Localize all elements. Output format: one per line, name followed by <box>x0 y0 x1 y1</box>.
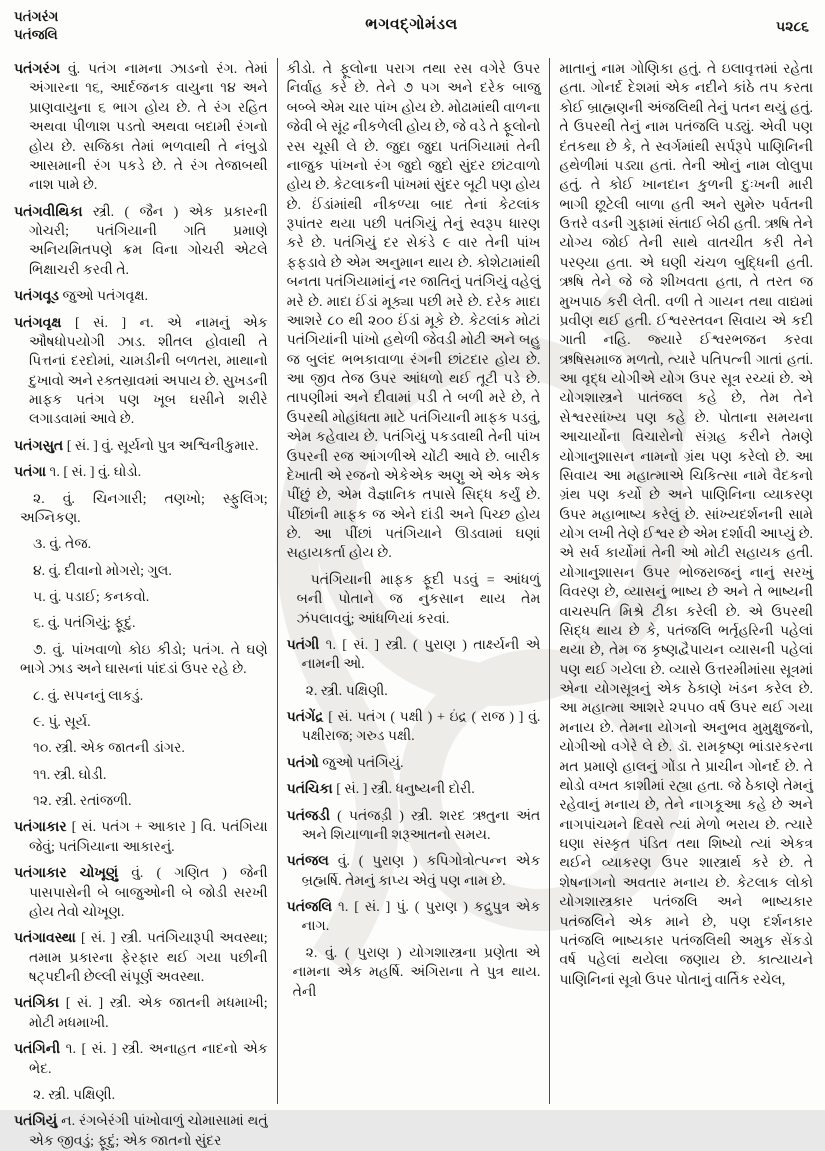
headword: પતંગો <box>286 755 323 771</box>
dictionary-paragraph: ૨. વું. ચિનગારી; તણખો; સ્ફુલિંગ; અગ્નિકણ. <box>20 491 268 526</box>
guide-word-bottom: પતંજલિ <box>14 27 58 43</box>
headword: પતંગી <box>286 637 326 653</box>
page-header <box>14 8 809 56</box>
headword: પતંગિની <box>14 1042 66 1058</box>
headword: પતંગિકા <box>14 996 66 1012</box>
dictionary-entry: પતંગા ૧. [ સં. ] વું. ઘોડો. <box>14 465 142 481</box>
dictionary-paragraph: ૪. વું. દીવાનો મોગરો; ગુલ. <box>33 563 172 579</box>
dictionary-paragraph: ૮. વું. સપનનું લાકડું. <box>33 688 144 704</box>
headword: પતંગસુત <box>14 438 67 454</box>
headword: પતંગાકાર ચોખૂણું <box>14 866 132 882</box>
dictionary-entry: પતંગિયું ન. રંગબેરંગી પાંખોવાળું ચોમાસામાં થતું એક જીવડું; ફૂદું; એક જાતનો સુંદર <box>14 1114 268 1149</box>
dictionary-entry: પતંગવીથિકા સ્ત્રી. ( જૈન ) એક પ્રકારની ગોચરી; પતંગિયાની ગતિ પ્રમાણે અનિયમિતપણે ક્રમ વિના ગોચરી એટલે ભિક્ષાચરી કરવી તે. <box>14 204 268 278</box>
dictionary-entry: પતંગવૂડ જુઓ પતંગવૃક્ષ. <box>14 289 149 305</box>
headword: પતંગવૂડ <box>14 289 63 305</box>
dictionary-paragraph: ૭. વું. પાંખવાળો કોઇ કીડો; પતંગ. તે ઘણે ભાગે ઝાડ અને ઘાસનાં પાંદડાં ઉપર રહે છે. <box>20 642 268 678</box>
dictionary-entry: પતંગિની ૧. [ સં. ] સ્ત્રી. અનાહત નાદનો એક ભેદ. <box>14 1042 268 1077</box>
headword: પતંજલ <box>286 854 338 870</box>
dictionary-entry: પતંગી ૧. [ સં. ] સ્ત્રી. ( પુરાણ ) તાર્ક્ષ્યની એ નામની ઓ. <box>286 637 541 673</box>
dictionary-entry: પતંગિકા [ સં. ] સ્ત્રી. એક જાતની મધમાખી; મોટી મધમાખી. <box>14 996 268 1031</box>
guide-words <box>14 8 164 44</box>
headword: પતંજલિ <box>286 900 338 915</box>
dictionary-entry: પતંગાકાર [ સં. પતંગ + આકાર ] વિ. પતંગિયા જેવું; પતંગિયાના આકારનું. <box>14 820 268 855</box>
dictionary-entry: પતંજડી ( પતંજડ઼ી ) સ્ત્રી. શરદ ઋતુના અંત અને શિયાળાની શરૂઆતનો સમય. <box>286 808 541 843</box>
dictionary-entry: પતંજલ વું. ( પુરાણ ) કપિગોત્રોત્પન્ન એક બ્રહ્મર્ષિ. તેમનું કાપ્ય એવું પણ નામ છે. <box>286 854 541 889</box>
dictionary-paragraph: ૨. સ્ત્રી. પક્ષિણી. <box>305 683 388 699</box>
column-3 <box>550 58 815 1104</box>
dictionary-entry: પતંજલિ ૧. [ સં. ] પું. ( પુરાણ ) કદ્રુપુત્ર એક નાગ. <box>286 900 541 935</box>
dictionary-entry: પતંચિકા [ સં. ] સ્ત્રી. ધનુષ્યની દોરી. <box>286 782 475 798</box>
book-title: ભગવદ્ગોમંડલ <box>365 16 458 33</box>
dictionary-entry: પતંગરંગ વું. પતંગ નામના ઝાડનો રંગ. તેમાં અંગારના ૧૬, આર્દજનક વાયુના ૧૪ અને પ્રાણવાયુના ૬ ભાગ હોય છે. તે રંગ રહિત અથવા પીળાશ પડતો અથવા બદામી રંગનો હોય છે. સજિકા તેમાં ભળવાથી તે નંબુડો આસમાની રંગ પકડે છે. તે રંગ તેજાબથી નાશ પામે છે. <box>14 62 268 194</box>
guide-word-top: પતંગરંગ <box>14 9 59 24</box>
dictionary-paragraph: ૨. સ્ત્રી. પક્ષિણી. <box>33 1087 116 1103</box>
headword: પતંગા <box>14 465 50 481</box>
dictionary-paragraph: પતંગિયાની માફક ફૂદી પડવું = આંધળું બની પોતાને જ નુકસાન થાય તેમ ઝંપલાવવું; આંધળિયાં કરવાં. <box>296 572 541 627</box>
dictionary-entry: પતંગાકાર ચોખૂણું વું. ( ગણિત ) જેની પાસપાસેની બે બાજુઓની બે જોડી સરખી હોય તેવો ચોખૂણ. <box>14 866 268 920</box>
dictionary-entry: પતંગેંદ્ર [ સં. પતંગ ( પક્ષી ) + ઇંદ્ર ( રાજ ) ] વું. પક્ષીરાજ; ગરુડ પક્ષી. <box>286 710 541 745</box>
headword: પતંજડી <box>286 808 338 824</box>
text-columns <box>12 58 815 1149</box>
dictionary-paragraph: ૧૨. સ્ત્રી. રતાંજળી. <box>33 794 132 809</box>
dictionary-paragraph: ૧૦. સ્ત્રી. એક જાતની ડાંગર. <box>33 741 185 757</box>
headword: પતંગાવસ્થા <box>14 931 81 947</box>
dictionary-entry: પતંગાવસ્થા [ સં. ] સ્ત્રી. પતંગિયારૂપી અવસ્થા; તમામ પ્રકારના ફેરફાર થઈ ગયા પછીની ષટ્પદીની છેલ્લી સંપૂર્ણ અવસ્થા. <box>14 931 268 985</box>
dictionary-paragraph: ૬. વું. પતંગિયું; ફૂદું. <box>33 616 136 632</box>
dictionary-paragraph: ૧૧. સ્ત્રી. ઘોડી. <box>33 767 107 783</box>
headword: પતંગિયું <box>14 1114 62 1130</box>
dictionary-entry: પતંગવૃક્ષ [ સં. ] ન. એ નામનું એક ઔષધોપયોગી ઝાડ. શીતલ હોવાથી તે પિત્તનાં દરદોમાં, ચામડીની બળતરા, માથાનો દુખાવો અને રક્તસ્રાવમાં અપાય છે. સુખડની માફક પતંગ પણ ખૂબ ઘસીને શરીરે લગાડવામાં આવે છે. <box>14 315 268 428</box>
column-2 <box>277 58 551 1104</box>
dictionary-entry: પતંગો જુઓ પતંગિયું. <box>286 755 404 771</box>
dictionary-paragraph: ૨. વું. ( પુરાણ ) યોગશાસ્ત્રના પ્રણેતા એ નામના એક મહર્ષિ. અંગિરાના તે પુત્ર થાય. તેની <box>292 945 541 1000</box>
headword: પતંગવૃક્ષ <box>14 315 75 331</box>
page-number: ૫૨૮૬ <box>776 20 809 35</box>
headword: પતંગરંગ <box>14 62 68 77</box>
dictionary-paragraph: કીડો. તે ફૂલોના પરાગ તથા રસ વગેરે ઉપર નિર્વાહ કરે છે. તેને ૭ પગ અને દરેક બાજુ બબ્બે એમ ચાર પાંખ હોય છે. મોઢામાંથી વાળના જેવી બે સૂંઢ નીકળેલી હોય છે, જે વડે તે ફૂલોનો રસ ચૂસી લે છે. જુદા જુદા પતંગિયામાં તેની નાજુક પાંખનો રંગ જુદો જુદો સુંદર છાંટવાળો હોય છે. કેટલાકની પાંખમાં સુંદર બૂટી પણ હોય છે. ઈંડાંમાંથી નીકળ્યા બાદ તેનાં કેટલાંક રૂપાંતર થયા પછી પતંગિયું તેનું સ્વરૂપ ધારણ કરે છે. પતંગિયું દર સેકંડે ૯ વાર તેની પાંખ ફફડાવે છે એમ અનુમાન થાય છે. કોશેટામાંથી બનતા પતંગિયામાંનું નર જાતિનું પતંગિયું વહેલું મરે છે. માદા ઈંડાં મૂક્યા પછી મરે છે. દરેક માદા આશરે ૮૦ થી ૨૦૦ ઈંડાં મૂકે છે. કેટલાંક મોટાં પતંગિયાંની પાંખો હથેળી જેવડી મોટી અને બહુ જ બુલંદ ભભકાવાળા રંગની છાંટદાર હોય છે. આ જીવ તેજ ઉપર આંધળો થઈ તૂટી પડે છે. તાપણીમાં અને દીવામાં પડી તે બળી મરે છે, તે ઉપરથી મોહાંધતા માટે પતંગિયાની માફક પડવું, એમ કહેવાય છે. પતંગિયું પકડવાથી તેની પાંખ ઉપરની રજ આંગળીએ ચોંટી આવે છે. બારીક દેખાતી એ રજનો એકેએક અણુ એ એક એક પીંછું છે, એમ વૈજ્ઞાનિક તપાસે સિદ્ધ કર્યું છે. પીંછાંની માફક જ એને દાંડી અને પિચ્છ હોય છે. આ પીંછાં પતંગિયાને ઊડવામાં ઘણાં સહાયકર્તા હોય છે. <box>286 62 541 562</box>
dictionary-entry: પતંગસુત [ સં. ] વું. સૂર્યનો પુત્ર અશ્વિનીકુમાર. <box>14 438 259 454</box>
dictionary-paragraph: ૯. પું. સૂર્ય. <box>33 714 91 730</box>
headword: પતંગેંદ્ર <box>286 710 329 725</box>
column-1 <box>12 58 277 1149</box>
headword: પતંચિકા <box>286 782 337 798</box>
dictionary-paragraph: ૫. વું. પડાઈ; કનકવો. <box>33 590 150 605</box>
headword: પતંગાકાર <box>14 820 72 836</box>
dictionary-paragraph: માતાનું નામ ગોણિકા હતું. તે ઇલાવૃત્તમાં રહેતા હતા. ગોનર્દ દેશમાં એક નદીને કાંઠે તપ કરતા કોઈ બ્રાહ્મણની અંજલિથી તેનું પતન થયું હતું. તે ઉપરથી તેનું નામ પતંજલિ પડ્યું. એવી પણ દંતકથા છે કે, તે સ્વર્ગમાંથી સર્પરૂપે પાણિનિની હથેળીમાં પડ્યા હતાં. તેની ઓનું નામ લોલુપા હતું. તે કોઈ ખાનદાન કુળની દુઃખની મારી ભાગી છૂટેલી બાળા હતી અને સુમેરુ પર્વતની ઉત્તરે વડની ગુફામાં સંતાઈ બેઠી હતી. ઋષિ તેને યોગ્ય જોઈ તેની સાથે વાતચીત કરી તેને પરણ્યા હતા. એ ઘણી ચંચળ બુદ્ધિની હતી. ઋષિ તેને જે જે શીખવતા હતા, તે તરત જ મુખપાઠ કરી લેતી. વળી તે ગાયન તથા વાદ્યમાં પ્રવીણ થઈ હતી. ઈશ્વરસ્તવન સિવાય એ કદી ગાતી નહિ. જ્યારે ઈશ્વરભજન કરવા ઋષિસમાજ મળતો, ત્યારે પતિપત્ની ગાતાં હતાં. આ વૃદ્ધ યોગીએ યોગ ઉપર સૂત્ર રચ્યાં છે. એ યોગશાસ્ત્રને પાતંજલ કહે છે, તેમ તેને સેશ્વરસાંખ્ય પણ કહે છે. પોતાના સમયના આચાર્યોના વિચારોનો સંગ્રહ કરીને તેમણે યોગાનુશાસન નામનો ગ્રંથ પણ કરેલો છે. આ સિવાય આ મહાત્માએ ચિકિત્સા નામે વૈદકનો ગ્રંથ પણ કર્યો છે અને પાણિનિના વ્યાકરણ ઉપર મહાભાષ્ય કરેલું છે. સાંખ્યદર્શનની સામે યોગ લખી તેણે ઈશ્વર છે એમ દર્શાવી આપ્યું છે. એ સર્વ કાર્યોમાં તેની ઓ મોટી સહાયક હતી. યોગાનુશાસન ઉપર ભોજરાજનું નાનું સરખું વિવરણ છે, વ્યાસનું ભાષ્ય છે અને તે ભાષ્યની વાચસ્પતિ મિશ્રે ટીકા કરેલી છે. એ ઉપરથી સિદ્ધ થાય છે કે, પતંજલિ ભર્તૃહરિની પહેલાં થયા છે, તેમ જ કૃષ્ણદ્વૈપાયન વ્યાસની પહેલાં પણ થઈ ગયેલા છે. વ્યાસે ઉત્તરમીમાંસા સૂત્રમાં એના યોગસૂત્રનું એક ઠેકાણે ખંડન કરેલ છે. આ મહાત્મા આશરે ૨૫૫૦ વર્ષ ઉપર થઈ ગયા મનાય છે. તેમના યોગનો અનુભવ મુમુક્ષુજનો, યોગીઓ વગેરે લે છે. ડૉ. રામકૃષ્ણ ભાંડારકરના મત પ્રમાણે હાલનું ગોંડા તે પ્રાચીન ગોનર્દ છે. તે થોડો વખત કાશીમાં રહ્યા હતા. જે ઠેકાણે તેમનું રહેવાનું મનાય છે, તેને નાગકૂઆ કહે છે અને નાગપાંચમને દિવસે ત્યાં મેળો ભરાય છે. ત્યારે ઘણા સંસ્કૃત પંડિત તથા શિષ્યો ત્યાં એકત્ર થઈને વ્યાકરણ ઉપર શાસ્ત્રાર્થ કરે છે. તે શેષનાગનો અવતાર મનાય છે. કેટલાક લોકો યોગશાસ્ત્રકાર પતંજલિ અને ભાષ્યકાર પતંજલિને એક માને છે, પણ દર્શનકાર પતંજલિ ભાષ્યકાર પતંજલિથી અમુક સેંકડો વર્ષ પહેલાં થયેલા જણાય છે. કાત્યાયને પાણિનિનાં સૂત્રો ઉપર પોતાનું વાર્તિક રચેલ, <box>559 62 814 988</box>
dictionary-paragraph: ૩. વું. તેજ. <box>33 537 92 553</box>
headword: પતંગવીથિકા <box>14 204 93 220</box>
